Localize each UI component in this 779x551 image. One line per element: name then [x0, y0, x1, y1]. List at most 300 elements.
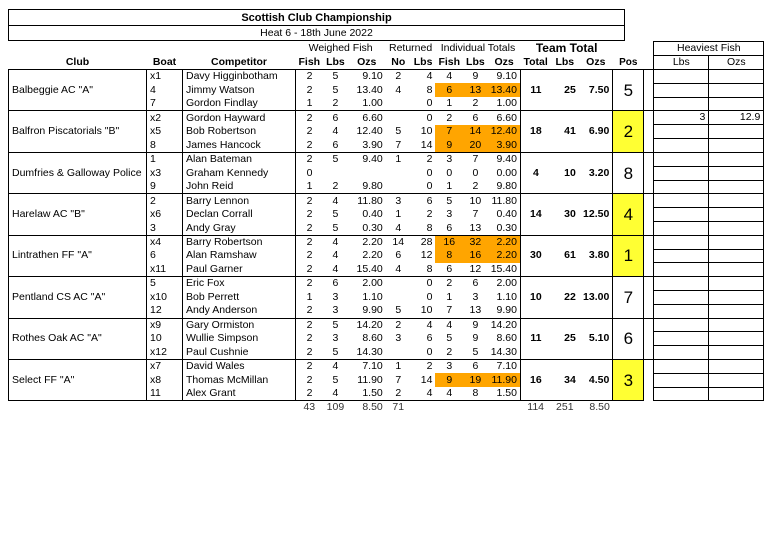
returned-lbs-cell: 0	[411, 277, 436, 291]
ozs-cell: 9.40	[348, 152, 386, 166]
ozs-cell: 12.40	[356, 125, 383, 138]
it-fish-cell: 3	[435, 359, 463, 373]
returned-lbs-cell: 28	[411, 235, 436, 249]
ozs-cell: 2.00	[348, 277, 386, 291]
lbs-cell: 4	[323, 387, 348, 401]
returned-lbs-cell: 0	[411, 346, 436, 360]
spacer-cell	[644, 318, 654, 332]
boat-cell: 10	[147, 332, 183, 346]
col-it-fish: Fish	[438, 55, 461, 68]
club-name: Harelaw AC "B"	[9, 194, 147, 235]
heaviest-lbs-cell	[654, 387, 709, 401]
lbs-cell: 5	[323, 346, 348, 360]
heaviest-ozs-cell	[709, 332, 764, 346]
heaviest-ozs-cell	[709, 304, 764, 318]
heaviest-ozs-cell	[709, 125, 764, 139]
boat-cell: x3	[147, 166, 183, 180]
competitor-row	[9, 111, 764, 125]
spacer-cell	[644, 332, 654, 346]
ozs-cell: 2.20	[348, 235, 386, 249]
returned-lbs-cell: 0	[426, 166, 433, 179]
lbs-cell: 6	[323, 111, 348, 125]
fish-cell: 2	[296, 304, 324, 318]
it-lbs-cell: 3	[472, 290, 479, 303]
it-lbs-cell: 6	[463, 277, 488, 291]
individual-totals-header: Individual Totals	[440, 42, 516, 54]
it-ozs-cell: 9.40	[488, 152, 521, 166]
heaviest-lbs-cell	[654, 346, 709, 360]
summary-empty-cell	[654, 401, 709, 415]
summary-empty-cell	[463, 401, 488, 415]
heaviest-lbs-cell	[654, 83, 709, 97]
it-ozs-cell: 2.20	[488, 235, 521, 249]
summary-empty-cell	[644, 401, 654, 415]
it-lbs-cell: 13	[463, 221, 488, 235]
lbs-cell: 2	[323, 97, 348, 111]
competitor-name: Paul Cushnie	[183, 346, 296, 360]
competitor-name: Gordon Findlay	[183, 97, 296, 111]
returned-lbs-cell: 8	[411, 221, 436, 235]
returned-no-cell	[386, 166, 411, 180]
summary-empty-cell	[613, 401, 644, 415]
competitor-row	[9, 318, 764, 332]
col-competitor: Competitor	[211, 55, 267, 68]
it-fish-cell: 7	[435, 125, 463, 139]
team-ozs-cell: 3.80	[579, 235, 613, 276]
club-name: Balfron Piscatorials "B"	[9, 111, 147, 153]
returned-lbs-cell: 8	[426, 83, 433, 96]
ozs-cell: 2.20	[362, 249, 383, 262]
it-lbs-cell: 9	[463, 70, 488, 84]
returned-no-cell: 5	[386, 304, 411, 318]
lbs-cell: 5	[323, 70, 348, 84]
team-total-cell: 14	[520, 194, 550, 235]
ozs-cell: 11.90	[357, 373, 383, 386]
returned-lbs-cell: 0	[411, 111, 436, 125]
club-name: Lintrathen FF "A"	[9, 235, 147, 276]
team-ozs-cell: 4.50	[579, 359, 613, 400]
it-fish-cell: 0	[446, 166, 453, 179]
ozs-cell	[348, 166, 386, 180]
lbs-cell: 2	[323, 180, 348, 194]
heaviest-lbs-cell	[654, 139, 709, 153]
team-total-cell: 4	[520, 152, 550, 193]
competitor-row	[9, 359, 764, 373]
fish-cell: 2	[296, 221, 324, 235]
competitor-row	[9, 235, 764, 249]
returned-no-cell: 2	[386, 318, 411, 332]
club-name: Pentland CS AC "A"	[9, 277, 147, 318]
it-fish-cell: 5	[435, 194, 463, 208]
it-lbs-cell: 12	[463, 263, 488, 277]
returned-no-cell: 2	[386, 70, 411, 84]
spacer-cell	[644, 373, 654, 387]
spacer-cell	[644, 166, 654, 180]
it-lbs-cell: 5	[463, 346, 488, 360]
it-fish-cell: 2	[435, 277, 463, 291]
club-name: Balbeggie AC "A"	[9, 70, 147, 111]
boat-cell: x10	[147, 290, 183, 304]
team-ozs-cell: 6.90	[579, 111, 613, 153]
boat-cell: x9	[147, 318, 183, 332]
heaviest-lbs-cell	[654, 194, 709, 208]
heaviest-lbs-cell	[654, 332, 709, 346]
it-lbs-cell: 0	[472, 166, 479, 179]
returned-no-cell	[386, 290, 411, 304]
heaviest-lbs-cell	[654, 263, 709, 277]
it-fish-cell: 6	[435, 263, 463, 277]
col-team-total: Total	[523, 55, 548, 68]
spacer-cell	[644, 387, 654, 401]
heaviest-lbs-cell	[654, 277, 709, 291]
team-total-cell: 11	[520, 318, 550, 359]
returned-no-cell: 7	[386, 139, 411, 153]
it-fish-cell: 9	[435, 373, 463, 387]
returned-lbs-cell: 4	[411, 387, 436, 401]
team-lbs-cell: 22	[551, 277, 579, 318]
fish-cell: 2	[296, 235, 324, 249]
it-lbs-cell: 16	[463, 249, 488, 263]
lbs-cell: 3	[332, 332, 339, 345]
it-ozs-cell: 13.40	[488, 83, 521, 97]
fish-cell: 2	[296, 387, 324, 401]
fish-cell: 2	[296, 373, 324, 387]
returned-lbs-cell: 10	[420, 125, 433, 138]
it-ozs-cell: 11.80	[488, 194, 521, 208]
team-ozs-cell: 7.50	[579, 70, 613, 111]
position-badge: 2	[613, 111, 644, 153]
returned-lbs-cell: 14	[411, 139, 436, 153]
team-ozs-cell: 5.10	[579, 318, 613, 359]
heaviest-ozs-cell	[709, 97, 764, 111]
position-badge: 4	[613, 194, 644, 235]
weighed-fish-header: Weighed Fish	[308, 42, 373, 54]
col-boat: Boat	[152, 55, 177, 68]
it-ozs-cell: 12.40	[488, 125, 521, 139]
summary-row	[9, 401, 764, 415]
team-ozs-cell: 12.50	[579, 194, 613, 235]
it-ozs-cell: 1.10	[488, 290, 521, 304]
competitor-name: Declan Corrall	[183, 208, 296, 222]
spacer-cell	[644, 277, 654, 291]
returned-lbs-cell: 4	[411, 70, 436, 84]
heaviest-ozs-cell	[709, 139, 764, 153]
heaviest-ozs-cell	[709, 359, 764, 373]
position-badge: 7	[613, 277, 644, 318]
summary-empty-cell	[411, 401, 436, 415]
returned-no-cell: 4	[386, 263, 411, 277]
spacer-cell	[644, 208, 654, 222]
returned-lbs-cell: 4	[411, 318, 436, 332]
competitor-name: Bob Perrett	[183, 290, 296, 304]
heaviest-ozs-cell	[709, 235, 764, 249]
heaviest-ozs-cell	[709, 166, 764, 180]
summary-empty-cell	[488, 401, 521, 415]
it-lbs-cell: 19	[463, 373, 488, 387]
spacer-cell	[644, 290, 654, 304]
boat-cell: x7	[147, 359, 183, 373]
competitor-name: Barry Lennon	[183, 194, 296, 208]
group-header-row	[9, 42, 764, 56]
lbs-cell	[323, 166, 348, 180]
team-total-cell: 16	[520, 359, 550, 400]
heaviest-ozs-cell	[709, 277, 764, 291]
position-badge: 1	[613, 235, 644, 276]
lbs-cell: 3	[323, 304, 348, 318]
it-ozs-cell: 1.50	[488, 387, 521, 401]
spacer-cell	[644, 83, 654, 97]
col-returned-no: No	[391, 55, 406, 68]
lbs-cell: 5	[332, 373, 339, 386]
it-lbs-cell: 32	[463, 235, 488, 249]
it-fish-cell: 1	[435, 97, 463, 111]
it-fish-cell: 6	[435, 221, 463, 235]
it-lbs-cell: 13	[463, 83, 488, 97]
spacer-cell	[644, 359, 654, 373]
ozs-cell: 1.10	[362, 290, 383, 303]
it-ozs-cell: 7.10	[488, 359, 521, 373]
boat-cell: x12	[147, 346, 183, 360]
team-lbs-cell: 25	[551, 70, 579, 111]
competitor-name: Alan Bateman	[183, 152, 296, 166]
competitor-row	[9, 194, 764, 208]
fish-cell: 2	[296, 194, 324, 208]
returned-lbs-cell: 6	[426, 332, 433, 345]
col-club: Club	[65, 55, 90, 68]
spacer-cell	[644, 70, 654, 84]
competitor-row	[9, 152, 764, 166]
heaviest-lbs-cell	[654, 304, 709, 318]
returned-no-cell: 7	[395, 373, 402, 386]
competitor-name: Wullie Simpson	[183, 332, 296, 346]
lbs-cell: 5	[323, 221, 348, 235]
col-team-ozs: Ozs	[586, 55, 606, 68]
it-lbs-cell: 20	[463, 139, 488, 153]
boat-cell: 11	[147, 387, 183, 401]
summary-empty-cell	[9, 401, 147, 415]
heaviest-ozs-cell	[709, 290, 764, 304]
sum-team-total: 114	[527, 401, 545, 414]
team-lbs-cell: 34	[551, 359, 579, 400]
sum-team-lbs: 251	[556, 401, 574, 414]
it-fish-cell: 5	[446, 332, 453, 345]
spacer-cell	[644, 263, 654, 277]
team-total-cell: 11	[520, 70, 550, 111]
returned-header: Returned	[389, 42, 433, 54]
lbs-cell: 5	[332, 208, 339, 221]
ozs-cell: 9.80	[348, 180, 386, 194]
returned-no-cell: 1	[395, 208, 402, 221]
heaviest-ozs-cell	[709, 346, 764, 360]
it-fish-cell: 8	[435, 249, 463, 263]
it-lbs-cell: 6	[463, 359, 488, 373]
fish-cell: 2	[296, 277, 324, 291]
competitor-name: Eric Fox	[183, 277, 296, 291]
returned-no-cell: 1	[386, 152, 411, 166]
position-badge: 6	[613, 318, 644, 359]
it-lbs-cell: 9	[463, 318, 488, 332]
boat-cell: x6	[147, 208, 183, 222]
heaviest-ozs-cell	[709, 373, 764, 387]
returned-no-cell: 4	[395, 83, 402, 96]
heaviest-lbs-cell	[654, 166, 709, 180]
it-ozs-cell: 0.40	[488, 208, 521, 222]
lbs-cell: 5	[323, 152, 348, 166]
ozs-cell: 11.80	[348, 194, 386, 208]
club-name: Dumfries & Galloway Police	[9, 152, 147, 193]
fish-cell: 1	[296, 290, 324, 304]
position-badge: 5	[613, 70, 644, 111]
it-fish-cell: 9	[435, 139, 463, 153]
fish-cell: 2	[296, 359, 324, 373]
competitor-name: Bob Robertson	[183, 125, 296, 139]
sheet-subtitle: Heat 6 - 18th June 2022	[8, 26, 625, 41]
boat-cell: x1	[147, 70, 183, 84]
boat-cell: x2	[147, 111, 183, 125]
heaviest-ozs-cell	[709, 221, 764, 235]
team-total-cell: 30	[520, 235, 550, 276]
boat-cell: 7	[147, 97, 183, 111]
returned-lbs-cell: 14	[420, 373, 433, 386]
position-badge: 8	[613, 152, 644, 193]
col-it-lbs: Lbs	[466, 55, 485, 68]
competitor-name: Andy Anderson	[183, 304, 296, 318]
it-fish-cell: 4	[435, 318, 463, 332]
returned-no-cell: 14	[386, 235, 411, 249]
it-lbs-cell: 7	[472, 208, 479, 221]
returned-no-cell	[386, 346, 411, 360]
it-ozs-cell: 14.30	[488, 346, 521, 360]
it-ozs-cell: 2.00	[488, 277, 521, 291]
team-lbs-cell: 10	[551, 152, 579, 193]
returned-no-cell: 4	[386, 221, 411, 235]
heaviest-lbs-cell	[654, 70, 709, 84]
competitor-name: Alan Ramshaw	[183, 249, 296, 263]
ozs-cell: 14.20	[348, 318, 386, 332]
heaviest-ozs-cell	[709, 263, 764, 277]
heaviest-lbs-cell	[654, 290, 709, 304]
lbs-cell: 4	[323, 263, 348, 277]
it-lbs-cell: 2	[463, 180, 488, 194]
team-lbs-cell: 41	[551, 111, 579, 153]
fish-cell: 2	[296, 83, 324, 97]
heaviest-lbs-cell	[654, 221, 709, 235]
competitor-name: Andy Gray	[183, 221, 296, 235]
competitor-name: Graham Kennedy	[183, 166, 296, 180]
boat-cell: 3	[147, 221, 183, 235]
fish-cell: 2	[296, 346, 324, 360]
returned-no-cell: 5	[395, 125, 402, 138]
it-fish-cell: 3	[446, 208, 453, 221]
returned-lbs-cell: 10	[411, 304, 436, 318]
returned-no-cell	[386, 97, 411, 111]
it-ozs-cell: 0.30	[488, 221, 521, 235]
returned-no-cell	[386, 277, 411, 291]
col-it-ozs: Ozs	[494, 55, 514, 68]
fish-cell: 1	[296, 97, 324, 111]
club-name: Rothes Oak AC "A"	[9, 318, 147, 359]
ozs-cell: 6.60	[348, 111, 386, 125]
heaviest-lbs-cell	[654, 249, 709, 263]
lbs-cell: 5	[323, 318, 348, 332]
competitor-row	[9, 277, 764, 291]
spacer-cell	[644, 249, 654, 263]
it-fish-cell: 7	[435, 304, 463, 318]
spacer-cell	[644, 152, 654, 166]
team-total-header: Team Total	[535, 41, 598, 55]
it-fish-cell: 4	[435, 70, 463, 84]
returned-no-cell: 3	[395, 332, 402, 345]
summary-empty-cell	[709, 401, 764, 415]
lbs-cell: 6	[323, 139, 348, 153]
it-ozs-cell: 14.20	[488, 318, 521, 332]
heaviest-ozs-cell: 12.9	[709, 111, 764, 125]
lbs-cell: 3	[332, 290, 339, 303]
heaviest-fish-header: Heaviest Fish	[654, 42, 764, 56]
sum-ozs: 8.50	[362, 401, 383, 414]
lbs-cell: 4	[323, 359, 348, 373]
it-ozs-cell: 9.80	[488, 180, 521, 194]
competitor-name: Gordon Hayward	[183, 111, 296, 125]
ozs-cell: 8.60	[362, 332, 383, 345]
spacer-cell	[644, 194, 654, 208]
it-ozs-cell: 2.20	[488, 249, 521, 263]
returned-lbs-cell: 6	[411, 194, 436, 208]
col-ozs: Ozs	[357, 55, 377, 68]
returned-no-cell: 2	[386, 387, 411, 401]
boat-cell: 4	[147, 83, 183, 97]
column-header-row	[9, 56, 764, 70]
lbs-cell: 4	[323, 194, 348, 208]
boat-cell: x5	[147, 125, 183, 139]
team-total-cell: 10	[520, 277, 550, 318]
ozs-cell: 14.30	[348, 346, 386, 360]
competitor-name: Gary Ormiston	[183, 318, 296, 332]
position-badge: 3	[613, 359, 644, 400]
returned-lbs-cell: 8	[411, 263, 436, 277]
fish-cell: 1	[296, 180, 324, 194]
heaviest-lbs-cell	[654, 373, 709, 387]
heaviest-ozs-cell	[709, 387, 764, 401]
returned-lbs-cell: 0	[426, 290, 433, 303]
it-fish-cell: 1	[446, 290, 453, 303]
team-lbs-cell: 61	[551, 235, 579, 276]
heaviest-lbs-cell: 3	[654, 111, 709, 125]
it-lbs-cell: 2	[463, 97, 488, 111]
it-ozs-cell: 9.90	[488, 304, 521, 318]
it-fish-cell: 4	[435, 387, 463, 401]
fish-cell: 2	[296, 139, 324, 153]
fish-cell: 2	[296, 263, 324, 277]
results-table	[8, 41, 764, 415]
it-lbs-cell: 7	[463, 152, 488, 166]
lbs-cell: 4	[332, 249, 339, 262]
sum-returned-no: 71	[392, 401, 405, 414]
heaviest-lbs-cell	[654, 208, 709, 222]
it-ozs-cell: 15.40	[488, 263, 521, 277]
ozs-cell: 9.90	[348, 304, 386, 318]
ozs-cell: 1.50	[348, 387, 386, 401]
team-total-cell: 18	[520, 111, 550, 153]
it-lbs-cell: 9	[472, 332, 479, 345]
boat-cell: 6	[147, 249, 183, 263]
summary-empty-cell	[183, 401, 296, 415]
ozs-cell: 15.40	[348, 263, 386, 277]
heaviest-lbs-cell	[654, 318, 709, 332]
boat-cell: x8	[147, 373, 183, 387]
returned-no-cell: 6	[395, 249, 402, 262]
heaviest-ozs-cell	[709, 152, 764, 166]
